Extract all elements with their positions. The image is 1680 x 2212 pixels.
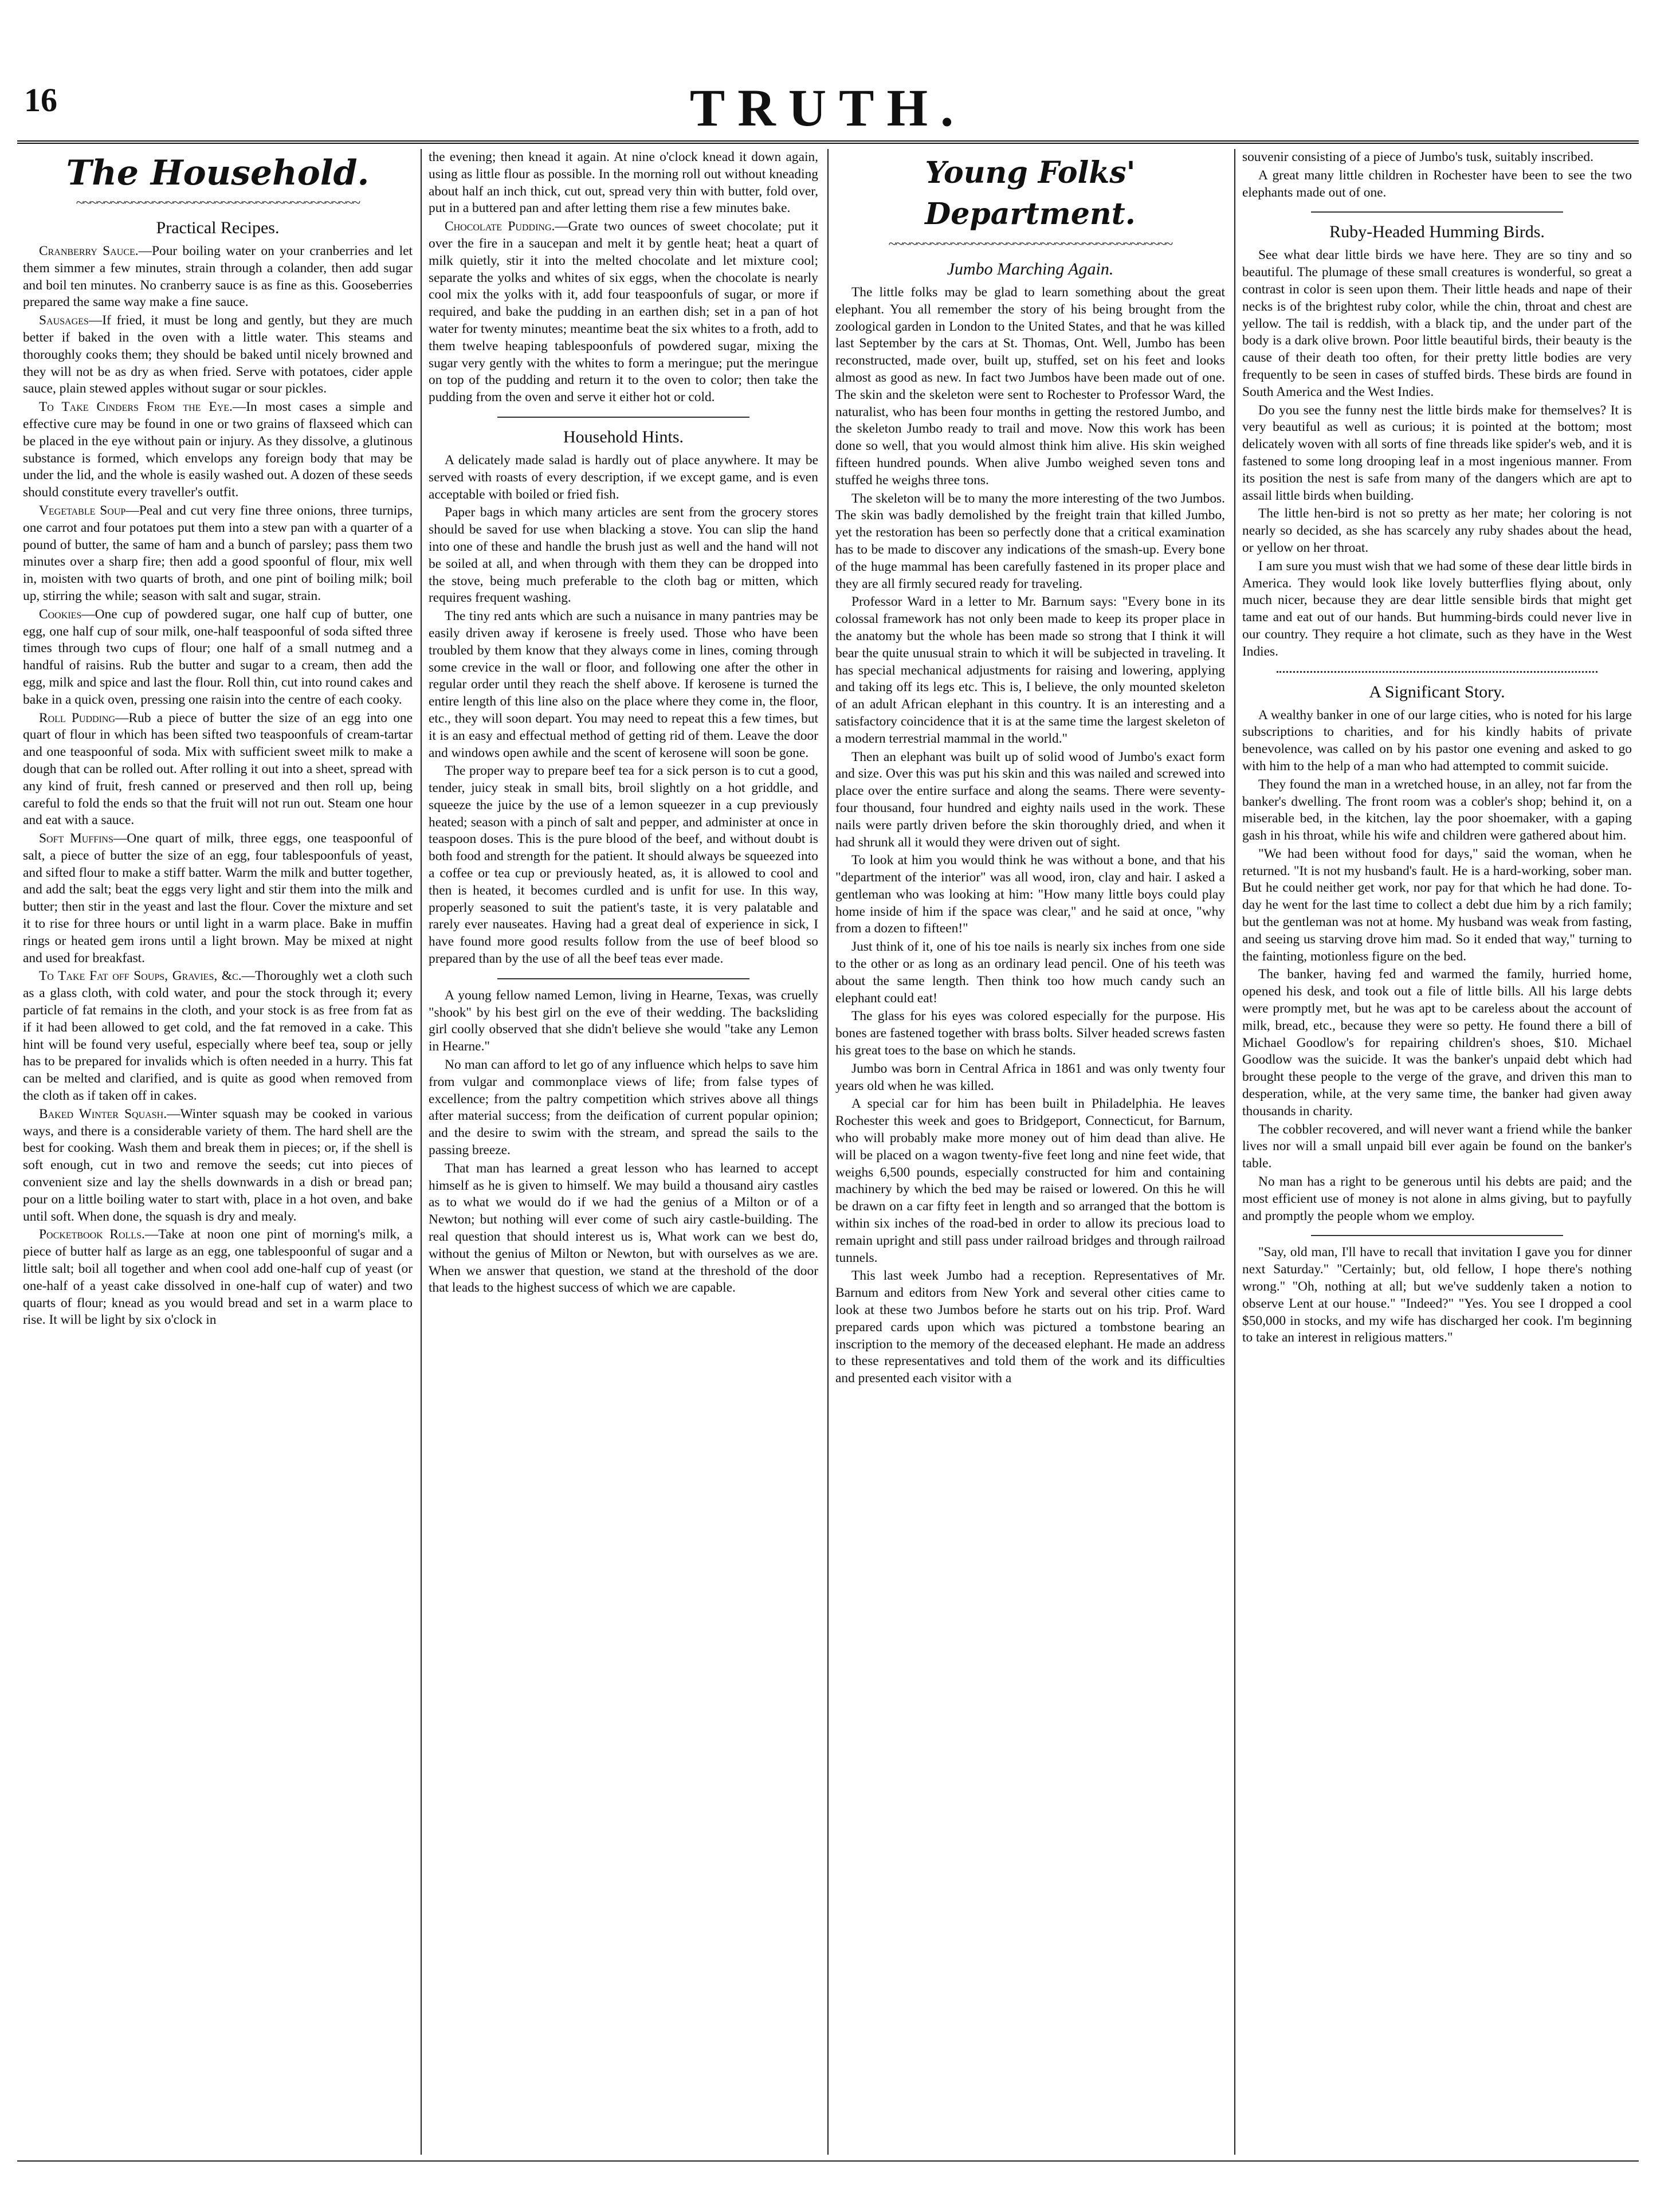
jumbo-paragraph: Professor Ward in a letter to Mr. Barnum says: "Every bone in its colossal framework has not only been made to keep its proper place in the anatomy but the whole has been made so strong that I think it will bear the quite unusual strain to which it will be subjected in traveling. It has special mechanical adjustments for raising and lowering, applying and taking off its legs etc. This is, I believe, the only mounted skeleton of an adult African elephant in this country. It is an interesting and a satisfactory coincidence that it is at the same time the largest skeleton of a modern terrestrial mammal in the world." [835,594,1225,746]
column-2 [429,149,818,2155]
recipe-paragraph [23,710,413,830]
column-3 [835,149,1225,2155]
household-title: The Household. [66,153,370,193]
recipe-text: —In most cases a simple and effective cure may be found in one or two grains of flaxseed which can be placed in the eye without pain or injury. As they dissolve, a glutinous substance is formed, which envelops any foreign body that may be under the lid, and the whole is easily washed out. A dozen of these seeds should constitute every traveller's outfit. [23,399,413,500]
birds-paragraph: I am sure you must wish that we had some of these dear little birds in America. They would look like lovely butterflies flying about, only much nicer, because they are dear little sensible birds that might get tame and eat out of our hands. But humming-birds could never live in our country. They require a hot climate, such as they have in the West Indies. [1242,558,1632,659]
jumbo-paragraph: This last week Jumbo had a reception. Representatives of Mr. Barnum and editors from New York and several other cities came to look at these two Jumbos before he starts out on his trip. Prof. Ward prepared cards upon which was pictured a tombstone bearing an inscription to the memory of the deceased elephant. He made an address to these representatives and told them of the work and its difficulties and presented each visitor with a [835,1268,1225,1386]
recipe-text: —Grate two ounces of sweet chocolate; put it over the fire in a saucepan and melt it by gentle heat; heat a quart of milk quietly, stir it into the melted chocolate and let mixture cool; separate the yolks and whites of six eggs, when the chocolate is nearly cool mix the yolks with it, add four teaspoonfuls of sugar, or more if required, and bake the pudding in an earthen dish; set in a pan of hot water for twenty minutes; meantime beat the six whites to a froth, add to them twelve heaping tablespoonfuls of powdered sugar, mixing the sugar very gently with the whites to form a meringue; put the meringue on top of the pudding and return it to the oven to color; then take the pudding from the oven and serve it either hot or cold. [429,219,818,405]
jumbo-paragraph: A special car for him has been built in Philadelphia. He leaves Rochester this week and goes to Bridgeport, Connecticut, for Barnum, who will probably make more money out of him dead than alive. He will be placed on a wagon twenty-five feet long and nine feet wide, that weighs 6,500 pounds, especially constructed for him and containing machinery by which the bed may be raised or lowered. On this he will be drawn on a car fifty feet in length and so arranged that the bottom is within six inches of the road-bed in order to allow its precious load to remain upright and still pass under railroad bridges and through railroad tunnels. [835,1096,1225,1265]
misc-list [429,987,818,1297]
jumbo-paragraph: The little folks may be glad to learn something about the great elephant. You all remember the story of his being brought from the zoological garden in London to the United States, and that he was killed last September by the cars at St. Thomas, Ont. Well, Jumbo has been reconstructed, made over, built up, stuffed, set on his feet and looks almost as good as new. In fact two Jumbos have been made out of one. The skin and the skeleton were sent to Rochester to Professor Ward, the naturalist, who has been four months in getting the restored Jumbo, and the skeleton Jumbo ready to trail and move. Now this work has been done so well, that you would almost think him alive. His skin weighed fifteen hundred pounds. When alive Jumbo weighed seven tons and stuffed he weighs three tons. [835,285,1225,488]
column-1 [23,149,413,2155]
recipe-lead: To Take Cinders From the Eye. [39,399,233,415]
hint-paragraph: The proper way to prepare beef tea for a sick person is to cut a good, tender, juicy steak in small bits, broil slightly on a hot griddle, and squeeze the juice by the use of a lemon squeezer in a cup previously heated; season with a pinch of salt and pepper, and administer at once in teaspoon doses. This is the pure blood of the beef, and without doubt is both food and strength for the patient. It should always be squeezed into a coffee or tea cup or previously heated, as, it is allowed to cool and then is heated, it becomes curdled and is unfit for use. In this way, properly seasoned to suit the patient's taste, it is very palatable and rarely ever nauseates. Having had a great deal of experience in sick, I have found more good results follow from the use of beef blood so prepared than by the use of all the beef teas ever made. [429,763,818,967]
page-header [17,77,1639,140]
recipe-lead: Chocolate Pudding. [445,219,555,234]
recipe-lead: Baked Winter Squash. [39,1106,167,1121]
recipe-lead: Vegetable Soup [39,503,126,518]
section-separator [1277,671,1597,673]
story-paragraph: A wealthy banker in one of our large cities, who is noted for his large subscriptions to charities, and for his kindly habits of private benevolence, was called on by his pastor one evening and asked to go with him to the help of a man who had attempted to commit suicide. [1242,707,1632,774]
recipe-paragraph [23,312,413,398]
header-rule [17,140,1639,144]
recipe-paragraph [23,1226,413,1329]
wave-divider: ~~~~~~~~~~~~~~~~~~~~~~~~~~~~~~~~~~~~~~~~~ [76,195,360,211]
recipe-paragraph [23,1106,413,1226]
jumbo-paragraph: Then an elephant was built up of solid wood of Jumbo's exact form and size. Over this was put his skin and this was nailed and screwed into place over the entire surface and along the seams. There were seventy-four thousand, four hundred and eighty nails used in the work. These nails were partly driven before the skin thoroughly dried, and when it had shrunk all it would they were driven out of sight. [835,749,1225,850]
jumbo-paragraph: To look at him you would think he was without a bone, and that his "department of the interior" was all wood, iron, clay and hair. I asked a gentleman who was looking at him: "How many little boys could play home inside of him if the space was clear," and he said at once, "why from a dozen to fifteen!" [835,853,1225,936]
recipe-lead: Soft Muffins [39,831,113,846]
joke-paragraph: "Say, old man, I'll have to recall that invitation I gave you for dinner next Saturday." "Certainly; but, old fellow, I hope there's nothing wrong." "Oh, nothing at all; but we've suddenly taken a notion to observe Lent at our house." "Indeed?" "Yes. You see I dropped a cool $50,000 in stocks, and my wife has discharged her cook. I'm beginning to take an interest in religious matters." [1242,1245,1632,1346]
recipe-paragraph [23,606,413,709]
recipe-text: —Thoroughly wet a cloth such as a glass cloth, with cold water, and pour the stock through it; every particle of fat remains in the cloth, and your stock is as free from fat as if it had been allowed to get cold, and the fat removed in a cake. This hint will be found very useful, especially where beef tea, soup or jelly has to be prepared for invalids which is often needed in a hurry. This fat can be melted and clarified, and is quite as good when removed from the cloth as if taken off in cakes. [23,968,413,1104]
jumbo-continuation: souvenir consisting of a piece of Jumbo's tusk, suitably inscribed. [1242,150,1593,164]
recipe-text: —Rub a piece of butter the size of an egg into one quart of flour in which has been sifted two teaspoonfuls of cream-tartar and one teaspoonful of soda. Mix with sufficient sweet milk to make a dough that can be rolled out. After rolling it out into a sheet, spread with any kind of fruit, fresh canned or preserved and then roll up, being careful to fold the ends so that the fruit will not run out. Steam one hour and eat with a sauce. [23,710,413,828]
jumbo-paragraph: Jumbo was born in Central Africa in 1861 and was only twenty four years old when he was killed. [835,1061,1225,1093]
recipe-text: —One quart of milk, three eggs, one teaspoonful of salt, a piece of butter the size of an egg, four tablespoonfuls of yeast, and sifted flour to make a stiff batter. Warm the milk and butter together, and add the salt; beat the eggs very light and stir them into the milk and butter; then stir in the yeast and last the flour. Cover the mixture and set it to rise for three hours or until light in a warm place. Bake in muffin rings or heated gem irons until a light brown. May be mixed at night and used for breakfast. [23,831,413,966]
page-number: 16 [24,81,57,119]
section-separator [497,978,749,979]
recipe-paragraph [23,830,413,967]
story-paragraph: They found the man in a wretched house, in an alley, not far from the banker's dwelling. The front room was a cobler's shop; behind it, on a miserable bed, in the kitchen, lay the poor shoemaker, with a gaping gash in his throat, while his wife and children were gathered about him. [1242,776,1632,844]
recipe-paragraph [23,243,413,311]
recipes-list [23,243,413,1329]
recipe-lead: Sausages [39,313,89,328]
jumbo-article [835,284,1225,1387]
column-4 [1242,149,1632,2155]
recipe-paragraph [429,218,818,406]
story-paragraph: The banker, having fed and warmed the family, hurried home, opened his desk, and took out a file of little bills. All his large debts were promptly met, but he was apt to be careless about the account of milk, bread, etc., because they were so petty. He found there a bill of Michael Goodlow's for repairing children's shoes, $10. Michael Goodlow was the suicide. It was the banker's unpaid debt which had brought these people to the verge of the grave, and driven this man to desperation, while, at the very same time, the banker had given away thousands in charity. [1242,967,1632,1119]
hints-list [429,452,818,968]
recipe-continuation: the evening; then knead it again. At nine o'clock knead it down again, using as little flour as possible. In the morning roll out without kneading about half an inch thick, cut out, spread very thin with butter, fold over, put in a buttered pan and after letting them rise a few minutes bake. [429,150,818,216]
columns [23,149,1633,2155]
birds-paragraph: See what dear little birds we have here. They are so tiny and so beautiful. The plumage of these small creatures is wonderful, so great a contrast in color is seen upon them. Their little heads and nape of their necks is of the brightest ruby color, while the chin, throat and chest are yellow. The tail is reddish, with a black tip, and the under part of the body is a dark olive brown. Poor little beautiful birds, their beauty is the cause of their death too often, for their pretty little bodies are very frequently to be seen in cases of stuffed birds. These birds are found in South America and the West Indies. [1242,248,1632,399]
story-paragraph: The cobbler recovered, and will never want a friend while the banker lives nor will a small unpaid bill ever again be found on the banker's table. [1242,1121,1632,1171]
jumbo-paragraph: The glass for his eyes was colored especially for the purpose. His bones are fastened together with brass bolts. Silver headed screws fasten his great toes to the base on which he stands. [835,1009,1225,1058]
recipe-lead: To Take Fat off Soups, Gravies, &c. [39,968,242,984]
story-article [1242,707,1632,1225]
birds-paragraph: Do you see the funny nest the little birds make for themselves? It is very beautiful as well as curious; it is pointed at the bottom; most delicately woven with all sorts of fine threads like spider's web, and it is fastened to some long drooping leaf in a most ingenious manner. From its position the nest is safe from many of the dangers which are apt to assail little birds when building. [1242,402,1632,503]
young-folks-title: Young Folks' Department. [925,155,1136,232]
section-separator [1311,211,1563,213]
recipe-paragraph [23,503,413,605]
hint-paragraph: The tiny red ants which are such a nuisance in many pantries may be easily driven away if kerosene is freely used. Those who have been troubled by them know that they always come in lines, coming through some crevice in the wall or floor, and following one after the other in regular order until they reach the shelf above. If kerosene is turned the entire length of this line also on the place where they come in, the floor, etc., they will soon depart. You may need to repeat this a few times, but it is an easy and effectual method of getting rid of them. Leave the door and windows open awhile and the scent of kerosene will soon be gone. [429,609,818,760]
recipe-text: —If fried, it must be long and gently, but they are much better if baked in the oven with a little water. This steams and thoroughly cooks them; they should be baked until nicely browned and they will not be as dry as when fried. Serve with potatoes, cider apple sauce, plain stewed apples without sugar or sour pickles. [23,313,413,397]
hint-paragraph: A delicately made salad is hardly out of place anywhere. It may be served with roasts of every description, if we except game, and is even acceptable with boiled or fried fish. [429,452,818,502]
recipe-lead: Cranberry Sauce. [39,244,139,258]
jumbo-paragraph: Just think of it, one of his toe nails is nearly six inches from one side to the other or as long as an ordinary lead pencil. One of his teeth was about the same length. Then think too how much candy such an elephant could eat! [835,939,1225,1006]
story-paragraph: "We had been without food for days," said the woman, when he returned. "It is not my husband's fault. He is a hard-working, sober man. But he could neither get work, nor pay for that which he had done. To-day he went for the last time to collect a debt due him by a rich family; but the gentleman was not at home. My husband was weak from fasting, and seeing us starving drove him mad. So it ended that way," turning to the fainting, motionless figure on the bed. [1242,846,1632,964]
section-separator [1311,1235,1563,1236]
recipe-lead: Roll Pudding [39,710,116,725]
recipe-lead: Pocketbook Rolls. [39,1227,145,1242]
recipe-text: —Winter squash may be cooked in various ways, and there is a considerable variety of them. The hard shell are the best for cooking. Wash them and break them in pieces; or, if the shell is soft enough, cut in two and remove the seeds; cut into pieces of convenient size and lay the shells downwards in a dish or bread pan; pour on a little boiling water to start with, place in a hot oven, and bake until soft. When done, the squash is dry and mealy. [23,1106,413,1224]
jumbo-title: Jumbo Marching Again. [947,260,1114,279]
birds-article [1242,247,1632,660]
misc-paragraph: That man has learned a great lesson who has learned to accept himself as he is given to himself. We may build a thousand airy castles as to what we would do if we had the genius of a Milton or of a Newton; but nothing will ever come of such airy castle-building. The real question that should interest us is, What work can we best do, without the genius of Milton or Newton, but with ourselves as we are. When we answer that question, we stand at the threshold of the door that leads to the highest success of which we are capable. [429,1160,818,1296]
column-divider [827,149,829,2155]
column-divider [1234,149,1235,2155]
hint-paragraph: Paper bags in which many articles are sent from the grocery stores should be saved for use when blacking a stove. You can slip the hand into one of these and handle the brush just as well and the hand will not be soiled at all, and when through with them they can be dropped into the stove, being much preferable to the cloth bag or mitten, which requires frequent washing. [429,505,818,606]
recipe-paragraph [23,399,413,501]
hints-title: Household Hints. [563,427,684,446]
recipe-text: —Take at noon one pint of morning's milk, a piece of butter half as large as an egg, one tablespoonful of sugar and a little salt; boil all together and when cool add one-half cup of yeast (or one-half of a yeast cake dissolved in one-half cup of water) and two quarts of flour; knead as you would bread and set in a warm place to rise. It will be light by six o'clock in [23,1227,413,1328]
story-paragraph: No man has a right to be generous until his debts are paid; and the most efficient use of money is not alone in alms giving, but to payfully and promptly the people whom we employ. [1242,1174,1632,1223]
section-separator [497,417,749,418]
story-title: A Significant Story. [1369,682,1505,701]
bottom-rule [17,2160,1639,2162]
wave-divider: ~~~~~~~~~~~~~~~~~~~~~~~~~~~~~~~~~~~~~~~~~ [888,236,1172,252]
jumbo-paragraph: The skeleton will be to many the more interesting of the two Jumbos. The skin was badly demolished by the freight train that killed Jumbo, yet the restoration has been so perfectly done that a critical examination has to be made to discover any indications of the smash-up. Every bone of the huge mammal has been carefully fastened in its proper place and they are all firmly secured ready for traveling. [835,491,1225,591]
recipe-text: —Peal and cut very fine three onions, three turnips, one carrot and four potatoes put them into a stew pan with a quarter of a pound of butter, the same of ham and a bunch of parsley; pass them two minutes over a sharp fire; then add a good spoonful of flour, mix well in, moisten with two quarts of broth, and one pint of boiling milk; boil up, stirring the while; season with salt and sugar, strain. [23,503,413,603]
birds-paragraph: The little hen-bird is not so pretty as her mate; her coloring is not nearly so decided, as she has scarcely any ruby shades about the head, or yellow on her throat. [1242,506,1632,555]
recipe-text: —Pour boiling water on your cranberries and let them simmer a few minutes, strain through a colander, then add sugar and boil ten minutes. No cranberry sauce is as fine as this. Gooseberries prepared the same way make a fine sauce. [23,244,413,310]
recipe-text: —One cup of powdered sugar, one half cup of butter, one egg, one half cup of sour milk, one-half teaspoonful of soda sifted three times through two cups of flour; one half of a small nutmeg and a handful of raisins. Rub the butter and sugar to a cream, then add the egg, milk and spice and last the flour. Roll thin, cut into round cakes and bake in a quick oven, pressing one raisin into the centre of each cooky. [23,606,413,707]
jumbo-continuation-2: A great many little children in Rochester have been to see the two elephants made out of one. [1242,167,1632,200]
misc-paragraph: A young fellow named Lemon, living in Hearne, Texas, was cruelly "shook" by his best girl on the eve of their wedding. The backsliding girl coolly observed that she didn't believe she would "take any Lemon in Hearne." [429,987,818,1054]
masthead: TRUTH. [689,79,967,137]
column-divider [421,149,422,2155]
recipe-lead: Cookies [39,606,82,622]
birds-title: Ruby-Headed Humming Birds. [1329,222,1545,242]
recipe-paragraph [23,968,413,1104]
recipes-title: Practical Recipes. [156,218,280,237]
misc-paragraph: No man can afford to let go of any influence which helps to save him from vulgar and commonplace views of life; from false types of excellence; from the paltry competition which strives above all things after material success; from the deification of current popular opinion; and the desire to swim with the stream, and spread the sails to the passing breeze. [429,1057,818,1158]
